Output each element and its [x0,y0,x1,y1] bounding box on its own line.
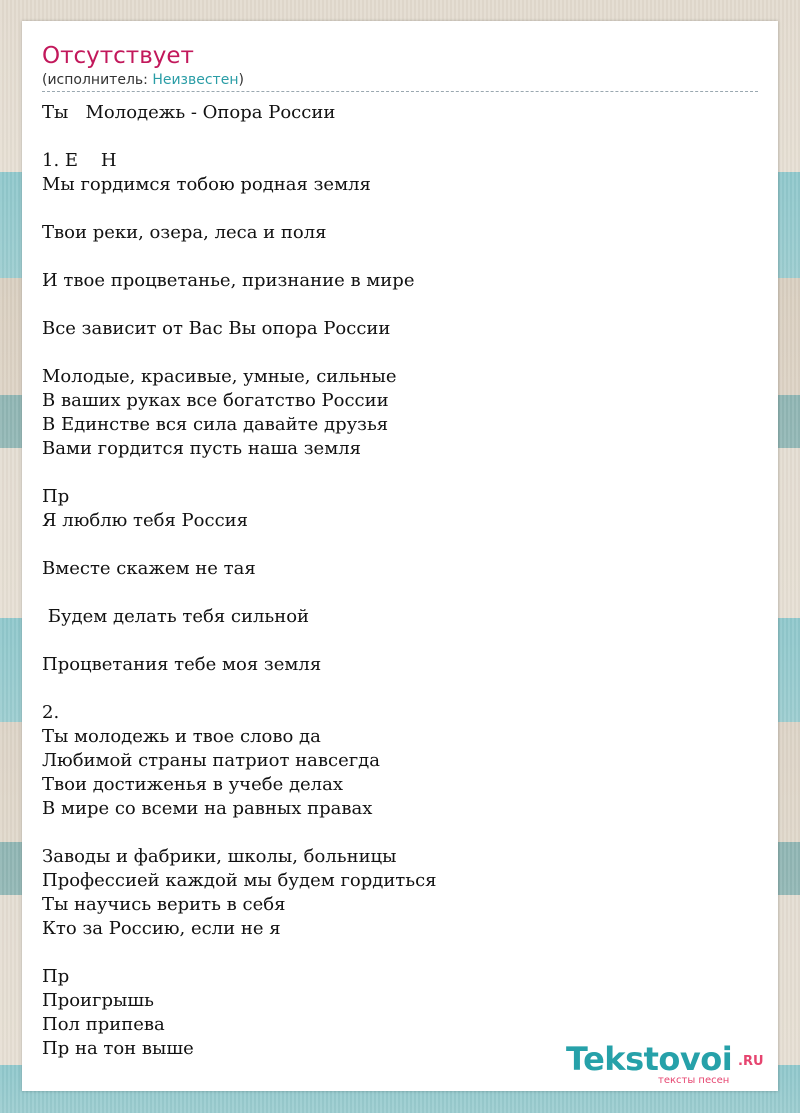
lyrics-card [22,21,778,1091]
artist-prefix: (исполнитель: [42,72,153,88]
brand-tagline: тексты песен [658,1075,730,1086]
brand-name: Tekstovoi [566,1040,733,1078]
brand-tld: .RU [738,1054,764,1069]
site-logo[interactable] [566,1041,770,1091]
lyrics-text: Ты Молодежь - Опора России 1. Е Н Мы гордимся тобою родная земля Твои реки, озера, леса и поля И твое процветанье, признание в мире Все зависит от Вас Вы опора России Молодые, красивые, умные, сильные В ваших руках все богатство России В Единстве вся сила давайте друзья Вами гордится пусть наша земля Пр Я люблю тебя Россия Вместе скажем не тая Будем делать тебя сильной Процветания тебе моя земля 2. Ты молодежь и твое слово да Любимой страны патриот навсегда Твои достиженья в учебе делах В мире со всеми на равных правах Заводы и фабрики, школы, больницы Профессией каждой мы будем гордиться Ты научись верить в себя Кто за Россию, если не я Пр Проигрышь Пол припева Пр на тон выше [42,102,437,1059]
song-header [42,41,758,92]
song-title: Отсутствует [42,43,194,69]
artist-suffix: ) [238,72,244,88]
artist-link[interactable]: Неизвестен [152,72,239,88]
artist-line [42,71,758,92]
